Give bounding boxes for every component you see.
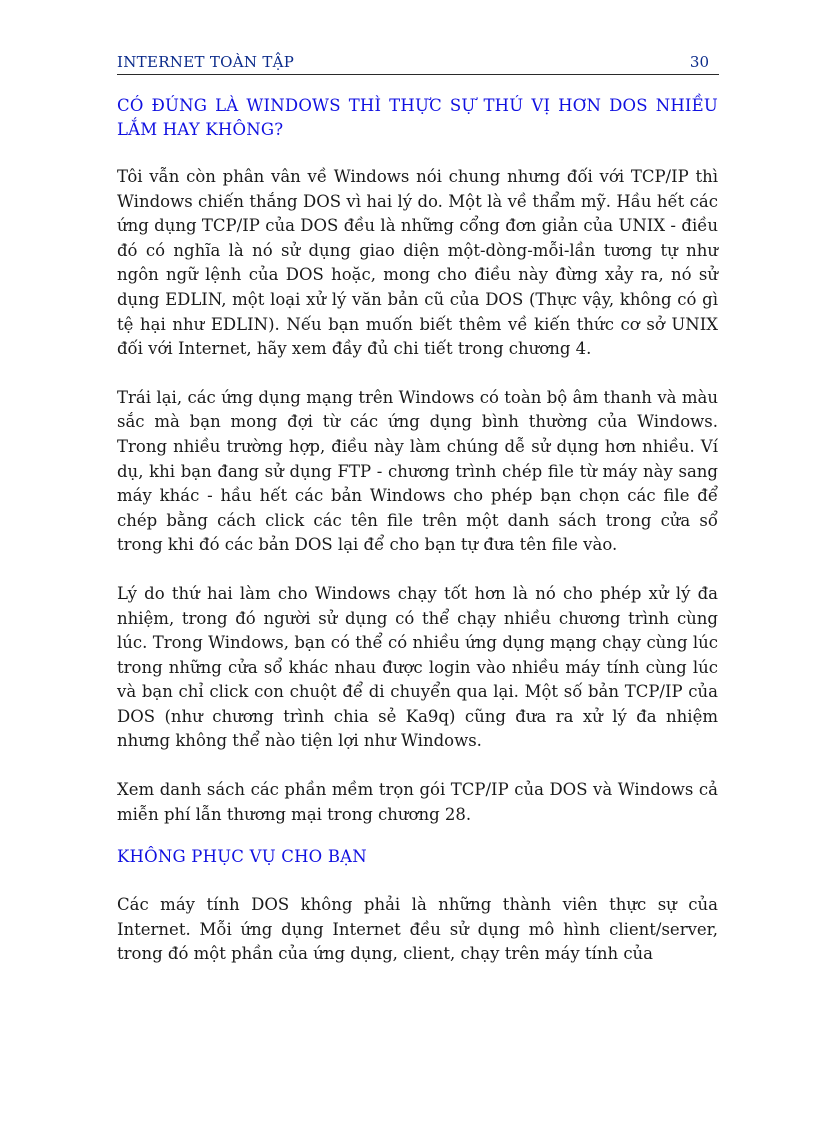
page-body [117, 94, 718, 991]
paragraph-multitasking: Lý do thứ hai làm cho Windows chạy tốt hơn là nó cho phép xử lý đa nhiệm, trong đó người sử dụng có thể chạy nhiều chương trình cùng lúc. Trong Windows, bạn có thể có nhiều ứng dụng mạng chạy cùng lúc trong những cửa sổ khác nhau được login vào nhiều máy tính cùng lúc và bạn chỉ click con chuột để di chuyển qua lại. Một số bản TCP/IP của DOS (như chương trình chia sẻ Ka9q) cũng đưa ra xử lý đa nhiệm nhưng không thể nào tiện lợi như Windows. [117, 583, 718, 751]
page-number: 30 [689, 53, 709, 71]
section-heading-windows-vs-dos: CÓ ĐÚNG LÀ WINDOWS THÌ THỰC SỰ THÚ VỊ HƠN DOS NHIỀU LẮM HAY KHÔNG? [117, 96, 718, 139]
paragraph-package-list: Xem danh sách các phần mềm trọn gói TCP/IP của DOS và Windows cả miễn phí lẫn thương mại trong chương 28. [117, 780, 718, 824]
paragraph-windows-apps: Trái lại, các ứng dụng mạng trên Windows có toàn bộ âm thanh và màu sắc mà bạn mong đợi từ các ứng dụng bình thường của Windows. Trong nhiều trường hợp, điều này làm chúng dễ sử dụng hơn nhiều. Ví dụ, khi bạn đang sử dụng FTP - chương trình chép file từ máy này sang máy khác - hầu hết các bản Windows cho phép bạn chọn các file để chép bằng cách click các tên file trên một danh sách trong cửa sổ trong khi đó các bản DOS lại để cho bạn tự đưa tên file vào. [117, 387, 718, 555]
paragraph-client-server: Các máy tính DOS không phải là những thành viên thực sự của Internet. Mỗi ứng dụng Internet đều sử dụng mô hình client/server, trong đó một phần của ứng dụng, client, chạy trên máy tính của [117, 895, 718, 964]
section-heading-no-server: KHÔNG PHỤC VỤ CHO BẠN [117, 847, 367, 867]
running-header [117, 52, 719, 75]
book-title: INTERNET TOÀN TẬP [117, 53, 295, 71]
paragraph-aesthetics: Tôi vẫn còn phân vân về Windows nói chung nhưng đối với TCP/IP thì Windows chiến thắng DOS vì hai lý do. Một là về thẩm mỹ. Hầu hết các ứng dụng TCP/IP của DOS đều là những cổng đơn giản của UNIX - điều đó có nghĩa là nó sử dụng giao diện một-dòng-mỗi-lần tương tự như ngôn ngữ lệnh của DOS hoặc, mong cho điều này đừng xảy ra, nó sử dụng EDLIN, một loại xử lý văn bản cũ của DOS (Thực vậy, không có gì tệ hại như EDLIN). Nếu bạn muốn biết thêm về kiến thức cơ sở UNIX đối với Internet, hãy xem đầy đủ chi tiết trong chương 4. [117, 167, 718, 359]
